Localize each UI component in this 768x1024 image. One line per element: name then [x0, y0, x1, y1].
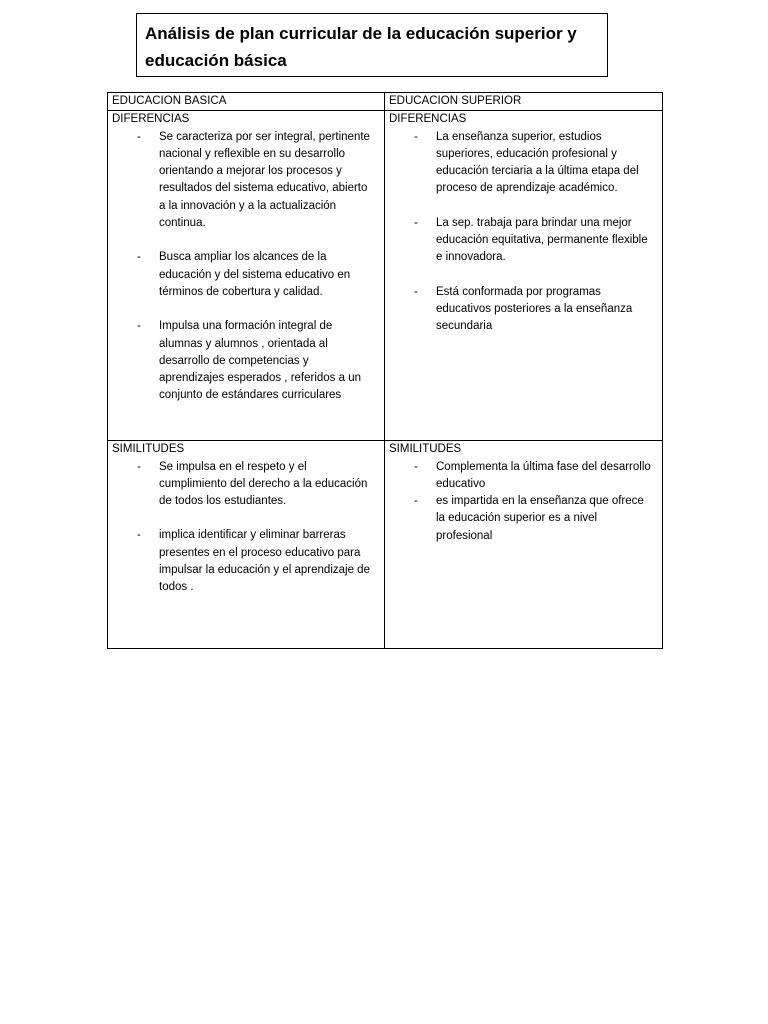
bullet-dash: -: [414, 495, 418, 508]
comparison-table: [107, 92, 663, 649]
list-item-text: Busca ampliar los alcances de la educación y del sistema educativo en términos de cobertura y calidad.: [159, 251, 351, 298]
list-item-text: Se caracteriza por ser integral, pertinente nacional y reflexible en su desarrollo orientando a mejorar los procesos y resultados del sistema educativo, abierto a la innovación y a la actualización continua.: [159, 130, 370, 230]
list-item-text: Impulsa una formación integral de alumnas y alumnos , orientada al desarrollo de competencias y aprendizajes esperados , referidos a un conjunto de estándares curriculares: [159, 320, 362, 402]
list-item: [112, 249, 380, 301]
list-item: [389, 215, 658, 267]
document-title: Análisis de plan curricular de la educación superior y educación básica: [145, 24, 577, 70]
list-item-text: es impartida en la enseñanza que ofrece la educación superior es a nivel profesional: [436, 495, 644, 542]
list-item-text: Está conformada por programas educativos posteriores a la enseñanza secundaria: [436, 285, 633, 333]
list-item: [112, 527, 380, 596]
differences-row: [108, 111, 663, 441]
list-item: [389, 493, 658, 545]
bullet-dash: -: [414, 216, 418, 229]
title-box: [136, 13, 608, 77]
similarities-basic-list: [112, 459, 380, 597]
similarities-superior-cell: [385, 441, 663, 649]
list-item: [112, 459, 380, 511]
list-item-text: implica identificar y eliminar barreras presentes en el proceso educativo para impulsar la educación y el aprendizaje de todos .: [159, 529, 370, 594]
bullet-dash: -: [137, 130, 141, 143]
bullet-dash: -: [414, 285, 418, 298]
differences-superior-cell: [385, 111, 663, 441]
differences-label: DIFERENCIAS: [112, 113, 190, 126]
list-item-text: La sep. trabaja para brindar una mejor educación equitativa, permanente flexible e innovadora.: [436, 216, 648, 264]
bullet-dash: -: [137, 251, 141, 264]
bullet-dash: -: [137, 529, 141, 542]
list-item-text: La enseñanza superior, estudios superiores, educación profesional y educación terciaria a la última etapa del proceso de aprendizaje académico.: [436, 130, 639, 195]
header-row: [108, 93, 663, 111]
similarities-label: SIMILITUDES: [389, 443, 462, 456]
differences-basic-cell: [108, 111, 385, 441]
list-item: [389, 284, 658, 336]
similarities-row: [108, 441, 663, 649]
similarities-superior-list: [389, 459, 658, 545]
differences-basic-list: [112, 129, 380, 405]
similarities-basic-cell: [108, 441, 385, 649]
similarities-label: SIMILITUDES: [112, 443, 185, 456]
header-superior: EDUCACION SUPERIOR: [385, 93, 663, 111]
differences-label: DIFERENCIAS: [389, 113, 467, 126]
list-item: [389, 459, 658, 494]
list-item: [389, 129, 658, 198]
list-item-text: Complementa la última fase del desarrollo educativo: [436, 460, 651, 490]
bullet-dash: -: [414, 130, 418, 143]
list-item-text: Se impulsa en el respeto y el cumplimiento del derecho a la educación de todos los estudiantes.: [159, 460, 368, 508]
list-item: [112, 129, 380, 233]
bullet-dash: -: [137, 320, 141, 333]
bullet-dash: -: [414, 460, 418, 473]
header-basic: EDUCACION BASICA: [108, 93, 385, 111]
differences-superior-list: [389, 129, 658, 336]
bullet-dash: -: [137, 460, 141, 473]
list-item: [112, 318, 380, 404]
